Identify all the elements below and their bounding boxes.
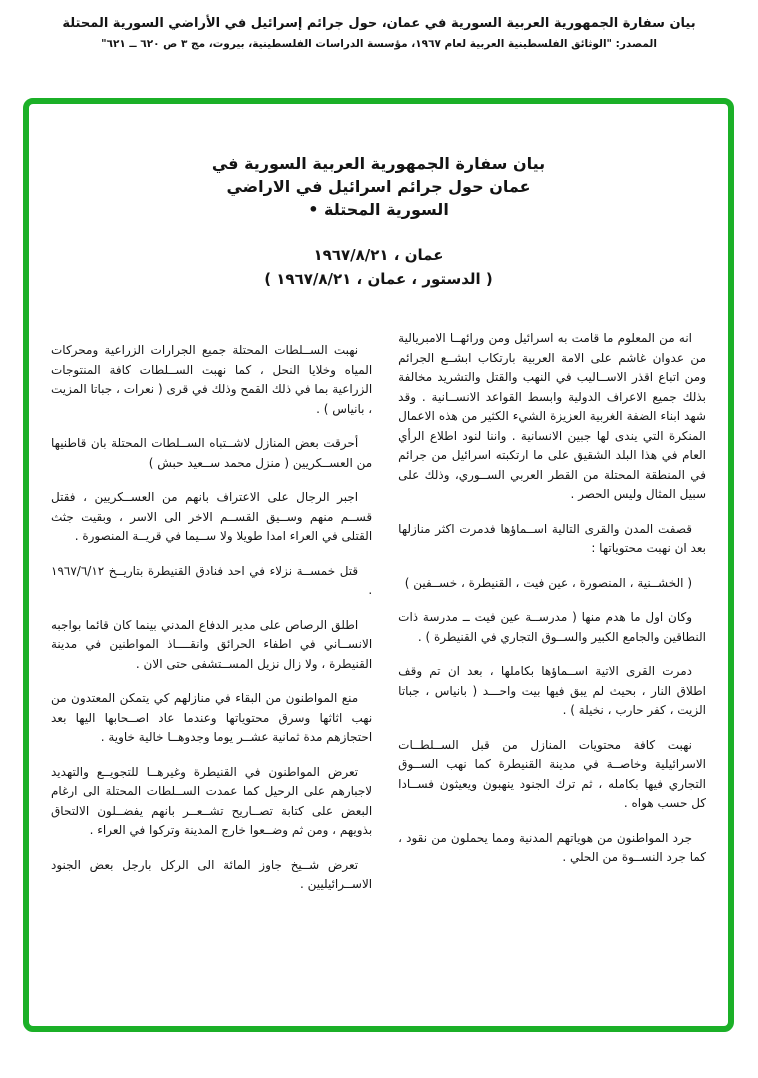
paragraph: تعرض المواطنون في القنيطرة وغيرهــا للتجويــع والتهديد لاجبارهم على الرحيل كما عمدت الســلطات المحتلة الى ارغام البعض على كتابة تصــاريح تشــعــر بانهم يفضــلون الالتحاق بذويهم ، ومن ثم وضــعوا خارج المدينة وتركوا في العراء . xyxy=(51,764,373,837)
document-dateline-block xyxy=(51,243,706,291)
document-title-line-2: عمان حول جرائم اسرائيل في الاراضي xyxy=(226,177,531,196)
paragraph: دمرت القرى الاتية اســماؤها بكاملها ، بعد ان تم وقف اطلاق النار ، بحيث لم يبق فيها بيت واحـــد ( بانياس ، جباتا الزيت ، كفر حارب ، نخيلة ) . xyxy=(398,664,706,717)
paragraph: ( الخشــنية ، المنصورة ، عين فيت ، القنيطرة ، خســفين ) xyxy=(404,575,692,590)
document-title-line-1: بيان سفارة الجمهورية العربية السورية في xyxy=(211,154,546,173)
body-columns xyxy=(51,329,706,910)
paragraph: اطلق الرصاص على مدير الدفاع المدني بينما كان قائما بواجبه الانســاني في اطفاء الحرائق وانقــــاذ المواطنين في مدينة القنيطرة ، ولا زال نزيل المســتشفى حتى الان . xyxy=(51,617,373,671)
paragraph: جرد المواطنون من هوياتهم المدنية ومما يحملون من نقود ، كما جرد النســوة من الحلي . xyxy=(398,830,706,864)
date-line: عمان ، ١٩٦٧/٨/٢١ xyxy=(313,246,444,264)
document-title xyxy=(51,152,706,221)
attribution-line: ( الدستور ، عمان ، ١٩٦٧/٨/٢١ ) xyxy=(264,270,493,288)
paragraph: اجبر الرجال على الاعتراف بانهم من العســكريين ، فقتل قســم منهم وســيق القســم الاخر الى الاسر ، وبقيت جثث القتلى في العراء امدا طويلا ولا ســيما في قريــة المنصورة . xyxy=(51,490,373,543)
paragraph: وكان اول ما هدم منها ( مدرســة عين فيت ــ مدرسة ذات النطاقين والجامع الكبير والســوق التجاري في القنيطرة ) . xyxy=(398,610,706,644)
column-right xyxy=(398,329,706,910)
document-body xyxy=(29,104,728,910)
page-header xyxy=(0,14,758,50)
paragraph: قصفت المدن والقرى التالية اســماؤها فدمرت اكثر منازلها بعد ان نهبت محتوياتها : xyxy=(398,521,706,555)
paragraph: تعرض شــيخ جاوز المائة الى الركل بارجل بعض الجنود الاســرائيليين . xyxy=(51,857,373,891)
page-header-source: المصدر: "الوثائق الفلسطينية العربية لعام ١٩٦٧، مؤسسة الدراسات الفلسطينية، بيروت، مج ٣ ص ٦٢٠ ــ ٦٢١" xyxy=(101,38,657,50)
paragraph: قتل خمســة نزلاء في احد فنادق القنيطرة بتاريــخ ١٩٦٧/٦/١٢ . xyxy=(51,563,373,597)
paragraph: نهبت كافة محتويات المنازل من قبل الســلطــات الاسرائيلية وخاصــة في مدينة القنيطرة كما نهب الســوق التجاري فيها بكامله ، ثم ترك الجنود ينهبون ويعيثون فســادا كل حسب هواه . xyxy=(398,737,706,810)
document-title-line-3: السورية المحتلة • xyxy=(308,200,449,219)
paragraph: أحرقت بعض المنازل لاشــتباه الســلطات المحتلة بان قاطنيها من العســكريين ( منزل محمد ســعيد حبش ) xyxy=(51,436,373,470)
page-header-title: بيان سفارة الجمهورية العربية السورية في عمان، حول جرائم إسرائيل في الأراضي السورية المحتلة xyxy=(62,16,696,31)
paragraph: نهبت الســلطات المحتلة جميع الجرارات الزراعية ومحركات المياه وخلايا النحل ، كما نهبت الســلطات كافة المنتوجات الزراعية بما في ذلك القمح وذلك في قرى ( نعرات ، جباتا المزيت ، بانياس ) . xyxy=(51,343,373,416)
document-frame xyxy=(23,98,734,1032)
paragraph: انه من المعلوم ما قامت به اسرائيل ومن ورائهــا الامبريالية من عدوان غاشم على الامة العربية بارتكاب ابشــع الجرائم ومن اتباع اقذر الاســاليب في النهب والقتل والتشريد مخالفة بذلك جميع الاعراف الدولية وابسط القواعد الانســانية . وقد شهد ابناء الضفة الغربية العزيزة الشيء الكثير من هذه الاعمال المنكرة التي يندى لها جبين الانسانية . واننا لنود اطلاع الرأي العام في هذا البلد الشقيق على ما ارتكبته اسرائيل من جرائم في المنطقة المحتلة من القطر العربي الســوري، وذلك على سبيل المثال وليس الحصر . xyxy=(398,331,706,501)
paragraph: منع المواطنون من البقاء في منازلهم كي يتمكن المعتدون من نهب اثاثها وسرق محتوياتها وعندما عاد اصــحابها اليها بعد احتجازهم مدة ثمانية عشــر يوما وجدوهــا خالية خاوية . xyxy=(51,691,373,744)
column-left xyxy=(51,329,372,910)
